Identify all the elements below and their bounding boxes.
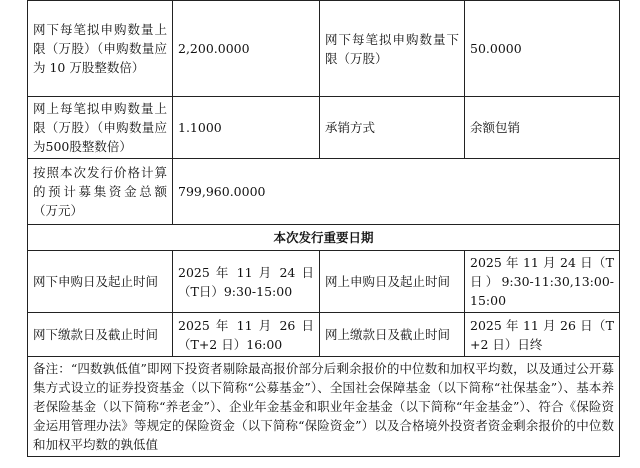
table-row (28, 357, 620, 457)
raised-total-value: 799,960.0000 (173, 159, 620, 225)
online-payment-value: 2025 年 11 月 26 日（T+2 日）日终 (465, 313, 620, 357)
online-max-value: 1.1000 (173, 97, 320, 159)
offline-subscribe-value: 2025 年 11 月 24 日（T日）9:30-15:00 (173, 251, 320, 313)
underwriting-value: 余额包销 (465, 97, 620, 159)
online-payment-label: 网上缴款日及截止时间 (320, 313, 465, 357)
online-subscribe-label: 网上申购日及起止时间 (320, 251, 465, 313)
online-max-label: 网上每笔拟申购数量上限（万股）（申购数量应为500股整数倍） (28, 97, 173, 159)
offline-payment-value: 2025 年 11 月 26 日（T+2 日）16:00 (173, 313, 320, 357)
offline-subscribe-label: 网下申购日及起止时间 (28, 251, 173, 313)
underwriting-label: 承销方式 (320, 97, 465, 159)
online-subscribe-value: 2025 年 11 月 24 日（T日）9:30-11:30,13:00-15:00 (465, 251, 620, 313)
offline-payment-label: 网下缴款日及截止时间 (28, 313, 173, 357)
section-title: 本次发行重要日期 (28, 225, 620, 251)
table-row (28, 251, 620, 313)
raised-total-label: 按照本次发行价格计算的预计募集资金总额（万元） (28, 159, 173, 225)
offline-min-value: 50.0000 (465, 1, 620, 97)
table-row (28, 1, 620, 97)
offline-max-label: 网下每笔拟申购数量上限（万股）（申购数量应为 10 万股整数倍） (28, 1, 173, 97)
ipo-info-table (27, 0, 620, 457)
table-row (28, 97, 620, 159)
offline-max-value: 2,200.0000 (173, 1, 320, 97)
footnote: 备注：“四数孰低值”即网下投资者剔除最高报价部分后剩余报价的中位数和加权平均数，以及通过公开募集方式设立的证券投资基金（以下简称“公募基金”）、全国社会保障基金（以下简称“社保基金”）、基本养老保险基金（以下简称“养老金”）、企业年金基金和职业年金基金（以下简称“年金基金”）、符合《保险资金运用管理办法》等规定的保险资金（以下简称“保险资金”）以及合格境外投资者资金剩余报价的中位数和加权平均数的孰低值 (28, 357, 620, 457)
table-row (28, 313, 620, 357)
table-row (28, 159, 620, 225)
table-row (28, 225, 620, 251)
offline-min-label: 网下每笔拟申购数量下限（万股） (320, 1, 465, 97)
